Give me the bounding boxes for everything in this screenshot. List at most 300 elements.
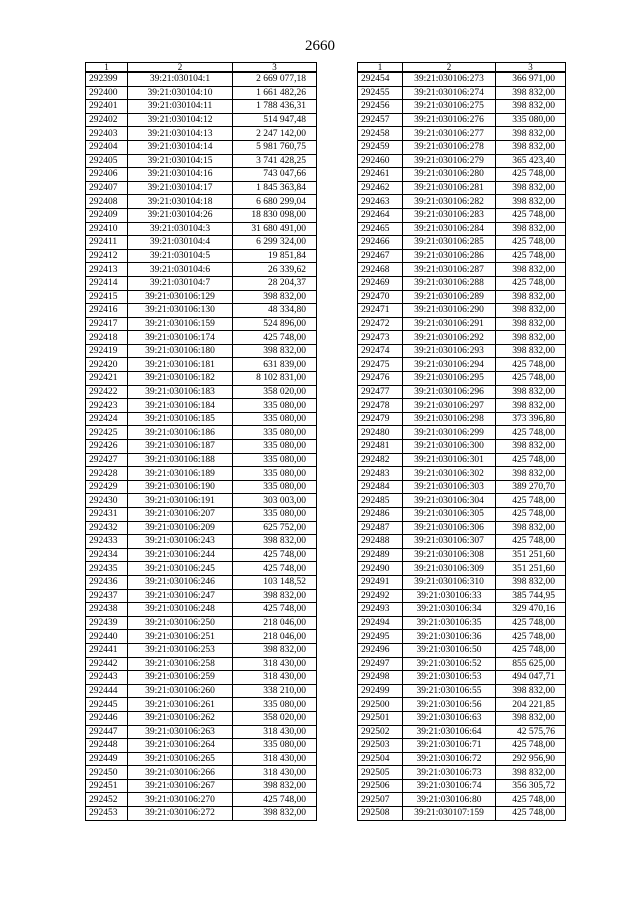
cadastral-number: 39:21:030106:296 [403,385,496,399]
cadastral-value: 398 832,00 [496,331,566,345]
cadastral-number: 39:21:030106:33 [403,589,496,603]
row-number: 292429 [86,480,128,494]
cadastral-number: 39:21:030106:276 [403,113,496,127]
table-row [358,385,566,399]
table-row [86,508,317,522]
cadastral-number: 39:21:030106:187 [128,440,233,454]
table-row [358,412,566,426]
row-number: 292452 [86,793,128,807]
cadastral-number: 39:21:030106:55 [403,684,496,698]
table-row [86,72,317,86]
cadastral-value: 2 247 142,00 [233,127,317,141]
cadastral-number: 39:21:030106:281 [403,181,496,195]
cadastral-value: 743 047,66 [233,168,317,182]
table-row [358,616,566,630]
row-number: 292419 [86,344,128,358]
table-row [86,603,317,617]
column-header-2: 2 [403,63,496,73]
table-row [86,752,317,766]
cadastral-number: 39:21:030106:283 [403,208,496,222]
row-number: 292412 [86,249,128,263]
cadastral-number: 39:21:030106:266 [128,766,233,780]
cadastral-value: 356 305,72 [496,779,566,793]
row-number: 292476 [358,372,403,386]
cadastral-value: 398 832,00 [496,575,566,589]
table-row [358,521,566,535]
table-row [86,684,317,698]
cadastral-value-table-right [357,62,566,821]
row-number: 292405 [86,154,128,168]
cadastral-number: 39:21:030106:246 [128,575,233,589]
row-number: 292461 [358,168,403,182]
row-number: 292507 [358,793,403,807]
cadastral-value: 398 832,00 [496,711,566,725]
table-row [358,643,566,657]
cadastral-value: 218 046,00 [233,630,317,644]
cadastral-value: 1 788 436,31 [233,100,317,114]
row-number: 292503 [358,739,403,753]
cadastral-number: 39:21:030106:299 [403,426,496,440]
table-row [86,276,317,290]
row-number: 292420 [86,358,128,372]
row-number: 292400 [86,86,128,100]
row-number: 292470 [358,290,403,304]
row-number: 292457 [358,113,403,127]
table-row [358,154,566,168]
table-row [358,575,566,589]
row-number: 292443 [86,671,128,685]
row-number: 292421 [86,372,128,386]
cadastral-value: 425 748,00 [496,276,566,290]
table-row [358,698,566,712]
cadastral-value: 335 080,00 [233,480,317,494]
cadastral-value: 398 832,00 [233,779,317,793]
cadastral-number: 39:21:030104:10 [128,86,233,100]
cadastral-value: 385 744,95 [496,589,566,603]
cadastral-number: 39:21:030106:50 [403,643,496,657]
table-row [86,154,317,168]
cadastral-value: 425 748,00 [496,168,566,182]
table-body-left [86,72,317,820]
cadastral-value: 425 748,00 [496,508,566,522]
table-row [358,562,566,576]
table-row [358,72,566,86]
row-number: 292424 [86,412,128,426]
cadastral-value: 338 210,00 [233,684,317,698]
row-number: 292500 [358,698,403,712]
cadastral-value: 425 748,00 [496,249,566,263]
table-row [358,711,566,725]
row-number: 292406 [86,168,128,182]
table-row [86,249,317,263]
cadastral-value: 425 748,00 [496,739,566,753]
table-row [86,127,317,141]
row-number: 292430 [86,494,128,508]
table-row [358,467,566,481]
cadastral-value: 855 625,00 [496,657,566,671]
table-row [358,208,566,222]
cadastral-value: 335 080,00 [233,399,317,413]
row-number: 292436 [86,575,128,589]
table-row [358,113,566,127]
cadastral-value: 6 680 299,04 [233,195,317,209]
cadastral-value: 28 204,37 [233,276,317,290]
table-row [358,331,566,345]
row-number: 292496 [358,643,403,657]
table-row [358,168,566,182]
row-number: 292423 [86,399,128,413]
table-row [358,657,566,671]
row-number: 292416 [86,304,128,318]
cadastral-value: 31 680 491,00 [233,222,317,236]
cadastral-value: 425 748,00 [496,208,566,222]
cadastral-number: 39:21:030104:3 [128,222,233,236]
table-row [86,630,317,644]
table-row [86,331,317,345]
cadastral-number: 39:21:030104:26 [128,208,233,222]
cadastral-number: 39:21:030106:263 [128,725,233,739]
table-row [86,86,317,100]
cadastral-number: 39:21:030104:15 [128,154,233,168]
cadastral-number: 39:21:030106:209 [128,521,233,535]
cadastral-number: 39:21:030106:303 [403,480,496,494]
cadastral-number: 39:21:030106:295 [403,372,496,386]
cadastral-value: 335 080,00 [233,467,317,481]
cadastral-number: 39:21:030106:73 [403,766,496,780]
cadastral-value: 303 003,00 [233,494,317,508]
table-row [86,208,317,222]
row-number: 292464 [358,208,403,222]
cadastral-number: 39:21:030106:244 [128,548,233,562]
table-row [358,100,566,114]
cadastral-value: 631 839,00 [233,358,317,372]
cadastral-value: 18 830 098,00 [233,208,317,222]
table-row [358,494,566,508]
table-row [86,711,317,725]
table-row [358,344,566,358]
row-number: 292501 [358,711,403,725]
table-header-row [358,63,566,73]
cadastral-number: 39:21:030106:307 [403,535,496,549]
cadastral-number: 39:21:030107:159 [403,807,496,821]
table-row [86,290,317,304]
row-number: 292417 [86,317,128,331]
table-row [358,589,566,603]
row-number: 292459 [358,140,403,154]
row-number: 292409 [86,208,128,222]
cadastral-value: 425 748,00 [496,793,566,807]
row-number: 292435 [86,562,128,576]
table-row [358,249,566,263]
cadastral-number: 39:21:030106:184 [128,399,233,413]
cadastral-value: 335 080,00 [233,453,317,467]
table-row [86,222,317,236]
cadastral-number: 39:21:030106:278 [403,140,496,154]
cadastral-number: 39:21:030106:34 [403,603,496,617]
table-row [358,793,566,807]
cadastral-number: 39:21:030106:63 [403,711,496,725]
cadastral-value: 335 080,00 [233,412,317,426]
table-row [86,426,317,440]
cadastral-number: 39:21:030106:262 [128,711,233,725]
row-number: 292401 [86,100,128,114]
cadastral-value: 292 956,90 [496,752,566,766]
cadastral-number: 39:21:030106:277 [403,127,496,141]
table-row [86,372,317,386]
row-number: 292438 [86,603,128,617]
cadastral-value: 425 748,00 [233,793,317,807]
cadastral-value: 398 832,00 [496,127,566,141]
row-number: 292463 [358,195,403,209]
cadastral-value: 425 748,00 [496,616,566,630]
cadastral-number: 39:21:030106:174 [128,331,233,345]
row-number: 292428 [86,467,128,481]
row-number: 292482 [358,453,403,467]
table-row [86,698,317,712]
table-row [358,766,566,780]
cadastral-number: 39:21:030106:304 [403,494,496,508]
cadastral-number: 39:21:030106:251 [128,630,233,644]
row-number: 292498 [358,671,403,685]
row-number: 292418 [86,331,128,345]
cadastral-number: 39:21:030106:130 [128,304,233,318]
cadastral-number: 39:21:030106:159 [128,317,233,331]
row-number: 292478 [358,399,403,413]
cadastral-value: 398 832,00 [496,263,566,277]
cadastral-value: 398 832,00 [496,399,566,413]
table-header-row [86,63,317,73]
row-number: 292454 [358,72,403,86]
cadastral-value: 335 080,00 [233,508,317,522]
row-number: 292502 [358,725,403,739]
row-number: 292450 [86,766,128,780]
table-row [358,276,566,290]
table-row [86,100,317,114]
row-number: 292495 [358,630,403,644]
cadastral-number: 39:21:030106:190 [128,480,233,494]
cadastral-value: 48 334,80 [233,304,317,318]
cadastral-number: 39:21:030106:267 [128,779,233,793]
cadastral-value: 218 046,00 [233,616,317,630]
cadastral-number: 39:21:030106:282 [403,195,496,209]
table-row [86,589,317,603]
row-number: 292465 [358,222,403,236]
table-row [358,739,566,753]
table-row [358,127,566,141]
table-row [358,630,566,644]
cadastral-number: 39:21:030106:309 [403,562,496,576]
cadastral-value: 425 748,00 [496,372,566,386]
row-number: 292431 [86,508,128,522]
cadastral-number: 39:21:030106:129 [128,290,233,304]
cadastral-value: 398 832,00 [496,140,566,154]
cadastral-number: 39:21:030106:289 [403,290,496,304]
cadastral-number: 39:21:030106:258 [128,657,233,671]
table-row [358,426,566,440]
cadastral-value: 514 947,48 [233,113,317,127]
row-number: 292402 [86,113,128,127]
cadastral-number: 39:21:030106:260 [128,684,233,698]
cadastral-value: 398 832,00 [496,684,566,698]
row-number: 292494 [358,616,403,630]
cadastral-number: 39:21:030106:284 [403,222,496,236]
row-number: 292466 [358,236,403,250]
cadastral-number: 39:21:030106:274 [403,86,496,100]
cadastral-number: 39:21:030106:310 [403,575,496,589]
table-row [86,548,317,562]
cadastral-value: 425 748,00 [496,453,566,467]
cadastral-number: 39:21:030106:264 [128,739,233,753]
cadastral-number: 39:21:030106:305 [403,508,496,522]
row-number: 292480 [358,426,403,440]
table-row [358,399,566,413]
cadastral-number: 39:21:030106:270 [128,793,233,807]
table-row [86,140,317,154]
cadastral-number: 39:21:030106:182 [128,372,233,386]
cadastral-number: 39:21:030106:306 [403,521,496,535]
cadastral-number: 39:21:030104:18 [128,195,233,209]
table-row [358,779,566,793]
cadastral-value: 425 748,00 [496,535,566,549]
row-number: 292425 [86,426,128,440]
table-row [86,521,317,535]
column-header-1: 1 [86,63,128,73]
table-row [358,86,566,100]
cadastral-value: 425 748,00 [233,603,317,617]
row-number: 292441 [86,643,128,657]
row-number: 292506 [358,779,403,793]
table-row [358,222,566,236]
table-row [358,236,566,250]
row-number: 292432 [86,521,128,535]
row-number: 292449 [86,752,128,766]
cadastral-value: 425 748,00 [496,358,566,372]
table-row [358,181,566,195]
table-row [86,657,317,671]
cadastral-number: 39:21:030104:12 [128,113,233,127]
table-row [86,440,317,454]
cadastral-value: 318 430,00 [233,725,317,739]
table-row [358,603,566,617]
cadastral-number: 39:21:030106:186 [128,426,233,440]
row-number: 292473 [358,331,403,345]
cadastral-value: 398 832,00 [233,344,317,358]
table-row [86,467,317,481]
row-number: 292437 [86,589,128,603]
table-row [86,317,317,331]
row-number: 292499 [358,684,403,698]
table-row [86,385,317,399]
table-row [358,290,566,304]
cadastral-number: 39:21:030106:279 [403,154,496,168]
cadastral-value: 318 430,00 [233,657,317,671]
row-number: 292479 [358,412,403,426]
cadastral-value: 335 080,00 [233,426,317,440]
table-row [358,480,566,494]
table-row [86,480,317,494]
cadastral-value: 8 102 831,00 [233,372,317,386]
table-body-right [358,72,566,820]
cadastral-value: 26 339,62 [233,263,317,277]
table-row [86,562,317,576]
cadastral-number: 39:21:030106:308 [403,548,496,562]
cadastral-value: 335 080,00 [233,698,317,712]
cadastral-value: 335 080,00 [233,739,317,753]
cadastral-number: 39:21:030106:181 [128,358,233,372]
cadastral-value: 42 575,76 [496,725,566,739]
cadastral-value: 398 832,00 [496,290,566,304]
cadastral-value: 398 832,00 [496,222,566,236]
cadastral-value: 398 832,00 [496,440,566,454]
row-number: 292447 [86,725,128,739]
cadastral-value: 398 832,00 [496,195,566,209]
column-header-3: 3 [233,63,317,73]
cadastral-value: 318 430,00 [233,671,317,685]
row-number: 292455 [358,86,403,100]
cadastral-number: 39:21:030106:294 [403,358,496,372]
cadastral-value: 425 748,00 [496,494,566,508]
cadastral-number: 39:21:030106:74 [403,779,496,793]
row-number: 292474 [358,344,403,358]
cadastral-value: 2 669 077,18 [233,72,317,86]
cadastral-value: 398 832,00 [233,290,317,304]
cadastral-value: 19 851,84 [233,249,317,263]
table-row [86,793,317,807]
table-row [86,168,317,182]
row-number: 292434 [86,548,128,562]
cadastral-value: 358 020,00 [233,711,317,725]
cadastral-number: 39:21:030106:291 [403,317,496,331]
cadastral-value: 358 020,00 [233,385,317,399]
table-row [358,263,566,277]
row-number: 292462 [358,181,403,195]
cadastral-value: 425 748,00 [233,548,317,562]
cadastral-number: 39:21:030106:183 [128,385,233,399]
table-row [86,304,317,318]
page-number: 2660 [305,38,335,54]
cadastral-value: 425 748,00 [496,807,566,821]
cadastral-value: 398 832,00 [496,521,566,535]
row-number: 292492 [358,589,403,603]
cadastral-number: 39:21:030104:6 [128,263,233,277]
cadastral-value: 425 748,00 [496,426,566,440]
cadastral-value: 398 832,00 [496,86,566,100]
cadastral-number: 39:21:030106:189 [128,467,233,481]
cadastral-value: 425 748,00 [496,236,566,250]
table-row [86,453,317,467]
cadastral-number: 39:21:030104:13 [128,127,233,141]
table-row [86,643,317,657]
row-number: 292448 [86,739,128,753]
table-row [86,412,317,426]
cadastral-number: 39:21:030104:16 [128,168,233,182]
table-row [86,725,317,739]
cadastral-value-table-left [85,62,317,821]
row-number: 292484 [358,480,403,494]
table-row [86,766,317,780]
cadastral-value: 398 832,00 [233,807,317,821]
row-number: 292410 [86,222,128,236]
table-row [358,195,566,209]
row-number: 292467 [358,249,403,263]
row-number: 292488 [358,535,403,549]
cadastral-value: 373 396,80 [496,412,566,426]
cadastral-number: 39:21:030104:7 [128,276,233,290]
cadastral-number: 39:21:030106:300 [403,440,496,454]
cadastral-number: 39:21:030106:293 [403,344,496,358]
row-number: 292472 [358,317,403,331]
cadastral-number: 39:21:030106:71 [403,739,496,753]
